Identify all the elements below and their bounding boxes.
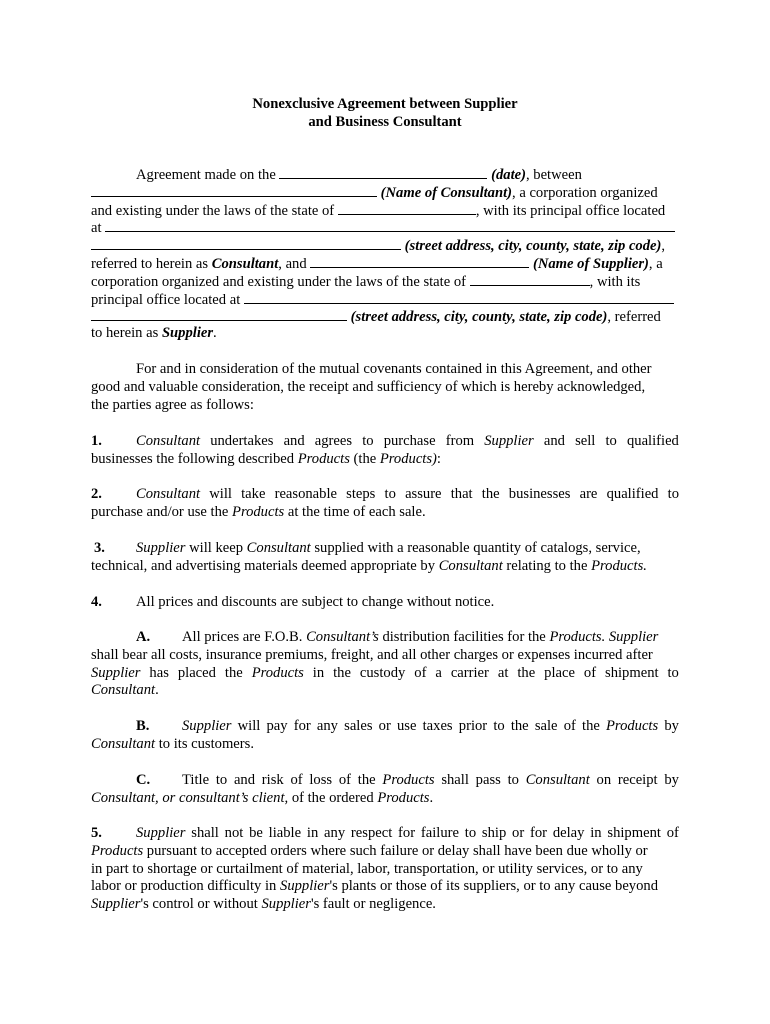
text: : [436,450,441,467]
word: of [290,772,303,788]
consideration-line-3: the parties agree as follows: [91,396,254,413]
text: Products [377,789,430,806]
word: taxes [422,718,453,734]
text: 's control or without [140,896,262,913]
word: Consultant [525,772,590,788]
word: sell [575,433,596,449]
word: shipment [607,825,661,841]
word: Title [182,772,210,788]
intro-text: , between [525,167,582,183]
word: ship [481,825,507,841]
word: for [398,825,416,841]
text: of the ordered [288,789,378,806]
text: labor or production difficulty in [91,878,281,895]
word: delay [552,825,585,841]
text: Consultant [246,540,311,556]
word: the [481,486,500,502]
section-4 [91,594,679,612]
word: shall [191,825,219,841]
text: in part to shortage or curtailment of material, labor, transportation, or utility services, or to any [91,860,643,877]
word: of [666,825,679,841]
word: of [414,664,427,681]
title-line-1: Nonexclusive Agreement between Supplier [252,96,518,112]
consultant-name-label: (Name of Consultant) [380,184,513,201]
word: take [241,486,266,502]
consultant-term: Consultant [211,255,279,272]
word: Consultant [136,486,201,502]
word: to [667,486,679,502]
text: businesses the following described [91,450,295,467]
word: are [579,486,598,502]
intro-text: , a [648,255,663,272]
word: not [224,825,244,841]
text: shall bear all costs, insurance premiums, freight, and all other charges or expenses incurred after [91,646,653,663]
intro-text: and existing under the laws of the state of [91,202,335,219]
consultant-address-blank-2 [91,236,401,250]
consideration-line-1: For and in consideration of the mutual covenants contained in this Agreement, and other [136,361,652,377]
word: sales [344,718,373,734]
word: and [543,433,565,449]
consideration-line-2: good and valuable consideration, the receipt and sufficiency of which is hereby acknowledged, [91,378,646,395]
word: to [384,486,396,502]
word: to [605,433,617,449]
text: Consultant, or consultant’s client, [91,789,289,806]
text: purchase and/or use the [91,503,229,520]
word: place [544,664,575,681]
text: Products. [591,557,647,574]
word: pay [266,718,288,734]
word: businesses [508,486,571,502]
title-line-2: and Business Consultant [308,114,462,130]
word: at [497,664,509,681]
text: (the [349,450,380,467]
section-number: B. [136,718,150,734]
date-label: (date) [491,167,526,183]
word: the [357,772,376,788]
intro-paragraph [91,165,679,343]
text: . [429,789,434,806]
section-1 [91,433,679,469]
word: placed [177,664,216,681]
word: undertakes [210,433,274,449]
word: Supplier [136,825,186,841]
section-number: 5. [91,825,102,841]
section-number: 1. [91,433,102,449]
section-number: 2. [91,486,102,502]
word: of [338,772,352,788]
word: in [312,664,325,681]
consideration-paragraph [91,361,679,414]
text: Supplier [136,540,186,556]
text: Products [91,842,144,859]
word: Products [251,664,304,681]
word: be [249,825,263,841]
word: or [512,825,525,841]
supplier-state-blank [470,272,590,286]
supplier-address-label: (street address, city, county, state, zip code) [350,309,608,326]
section-3 [91,540,679,576]
word: qualified [606,486,659,502]
word: purchase [383,433,436,449]
supplier-address-blank-2 [91,307,347,321]
text: Supplier [91,896,141,913]
word: to [507,772,519,788]
word: for [293,718,311,734]
word: will [237,718,261,734]
word: custody [359,664,406,681]
section-number: C. [136,772,151,788]
intro-text: , [661,238,666,255]
date-blank [279,165,487,179]
text: at the time of each sale. [284,503,426,520]
word: by [664,772,679,788]
word: to [464,825,477,841]
section-b [91,718,679,754]
word: loss [309,772,333,788]
word: for [530,825,548,841]
word: will [209,486,232,502]
supplier-name-label: (Name of Supplier) [532,255,649,272]
text: distribution facilities for the [378,629,550,645]
text: Products) [379,450,437,467]
text: will keep [185,540,247,556]
consultant-address-blank-1 [105,218,675,232]
word: the [224,664,243,681]
text: All prices and discounts are subject to change without notice. [136,594,495,610]
word: carrier [450,664,489,681]
word: steps [346,486,376,502]
word: reasonable [274,486,337,502]
word: Supplier [182,718,232,734]
word: Products [382,772,435,788]
word: Products [606,718,659,734]
word: the [517,664,536,681]
intro-text: , referred [607,309,661,326]
word: from [445,433,475,449]
word: the [510,718,529,734]
text: Consultant [91,735,156,752]
document-title [0,95,770,131]
section-c [91,772,679,808]
intro-text: , a corporation organized [512,184,658,201]
intro-text: , with its [589,273,641,290]
text: Consultant [438,557,503,574]
intro-text: Agreement made on the [136,167,276,183]
word: in [590,825,602,841]
word: the [333,664,351,681]
section-5 [91,825,679,914]
intro-text: to herein as [91,325,159,342]
word: that [450,486,473,502]
word: to [215,772,228,788]
consultant-name-blank [91,183,377,197]
text: Products. Supplier [549,629,659,645]
text: . [155,682,159,699]
word: by [664,718,679,734]
text: relating to the [502,557,592,574]
word: has [149,664,169,681]
text: 's plants or those of its suppliers, or to any cause beyond [329,878,658,895]
word: qualified [626,433,679,449]
intro-text: principal office located at [91,291,241,308]
text: pursuant to accepted orders where such failure or delay shall have been due wholly or [143,842,648,859]
word: and [233,772,256,788]
text: Consultant’s [306,629,379,645]
section-2 [91,486,679,522]
word: to [362,433,374,449]
section-number: 3. [94,540,105,556]
word: liable [268,825,302,841]
word: any [316,718,338,734]
word: agrees [314,433,353,449]
word: a [435,664,442,681]
text: 's fault or negligence. [310,896,436,913]
word: shall [441,772,469,788]
word: prior [458,718,488,734]
section-number: 4. [91,594,102,610]
word: failure [420,825,459,841]
text: technical, and advertising materials deemed appropriate by [91,557,439,574]
intro-text: . [213,325,217,342]
word: assure [405,486,442,502]
word: shipment [605,664,659,681]
intro-text: corporation organized and existing under the laws of the state of [91,273,466,290]
intro-text: , and [278,255,307,272]
word: Consultant [136,433,201,449]
text: supplied with a reasonable quantity of catalogs, service, [310,540,641,556]
word: of [563,718,576,734]
text: Products [297,450,350,467]
text: to its customers. [155,735,254,752]
text: Products [232,503,285,520]
supplier-term: Supplier [161,325,214,342]
word: receipt [617,772,658,788]
text: All prices are F.O.B. [182,629,307,645]
consultant-address-label: (street address, city, county, state, zip code) [404,238,662,255]
text: Supplier [280,878,330,895]
supplier-address-blank-1 [244,290,674,304]
text: Consultant [91,682,156,699]
text: Supplier [261,896,311,913]
consultant-state-blank [338,201,476,215]
word: the [582,718,600,734]
section-a [91,629,679,700]
word: respect [350,825,393,841]
intro-text: at [91,220,102,237]
section-number: A. [136,629,151,645]
word: Supplier [484,433,534,449]
word: to [667,664,679,681]
word: use [397,718,417,734]
word: on [596,772,612,788]
word: in [306,825,319,841]
word: pass [475,772,501,788]
word: of [583,664,597,681]
intro-text: referred to herein as [91,255,209,272]
word: any [324,825,346,841]
word: or [378,718,391,734]
supplier-name-blank [310,254,529,268]
word: to [493,718,505,734]
word: and [283,433,305,449]
word: risk [261,772,284,788]
word: Supplier [91,664,141,681]
word: sale [534,718,558,734]
intro-text: , with its principal office located [475,202,666,219]
